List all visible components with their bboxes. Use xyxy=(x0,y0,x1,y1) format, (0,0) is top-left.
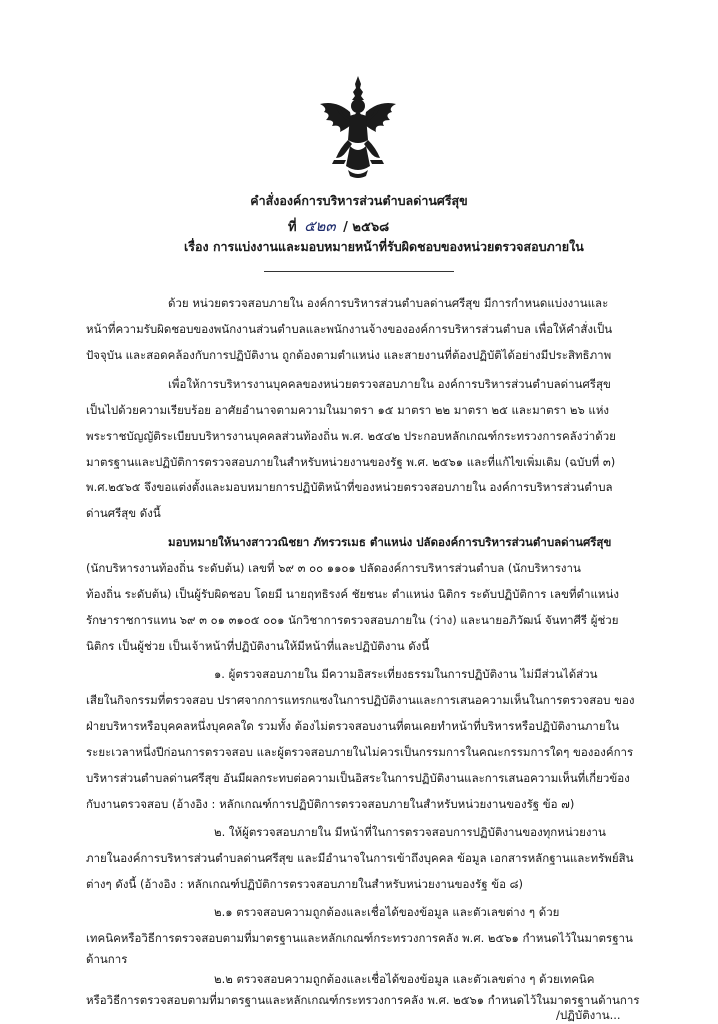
order-suffix: / ๒๕๖๘ xyxy=(343,220,390,235)
body-line: ๑. ผู้ตรวจสอบภายใน มีความอิสระเที่ยงธรรมในการปฏิบัติงาน ไม่มีส่วนได้ส่วน xyxy=(214,667,598,681)
body-line: พ.ศ.๒๕๖๕ จึงขอแต่งตั้งและมอบหมายการปฏิบัติหน้าที่ของหน่วยตรวจสอบภายใน องค์การบริหารส่วนตำบล xyxy=(86,480,613,494)
body-line: เพื่อให้การบริหารงานบุคคลของหน่วยตรวจสอบภายใน องค์การบริหารส่วนตำบลด่านศรีสุข xyxy=(168,377,611,391)
body-line: รักษาราชการแทน ๖๙ ๓ ๐๑ ๓๑๐๕ ๐๐๑ นักวิชาการตรวจสอบภายใน (ว่าง) และนายอภิวัฒน์ จันทาศีรี ผู้ช่วย xyxy=(86,613,619,627)
body-line: มอบหมายให้นางสาววณิชยา ภัทรวรเมธ ตำแหน่ง ปลัดองค์การบริหารส่วนตำบลด่านศรีสุข xyxy=(168,535,612,549)
body-line: ปัจจุบัน และสอดคล้องกับการปฏิบัติงาน ถูกต้องตามตำแหน่ง และสายงานที่ต้องปฏิบัติได้อย่างมีประสิทธิภาพ xyxy=(86,348,612,362)
body-line: เสียในกิจกรรมที่ตรวจสอบ ปราศจากการแทรกแซงในการปฏิบัติงานและการเสนอความเห็นในการตรวจสอบ ของ xyxy=(86,693,635,707)
body-line: หน้าที่ความรับผิดชอบของพนักงานส่วนตำบลและพนักงานจ้างขององค์การบริหารส่วนตำบล เพื่อให้คำสั่งเป็น xyxy=(86,322,613,336)
body-line: ด้วย หน่วยตรวจสอบภายใน องค์การบริหารส่วนตำบลด่านศรีสุข มีการกำหนดแบ่งงานและ xyxy=(168,296,609,310)
body-line: ภายในองค์การบริหารส่วนตำบลด่านศรีสุข และมีอำนาจในการเข้าถึงบุคคล ข้อมูล เอกสารหลักฐานและทรัพย์สิน xyxy=(86,851,634,865)
order-number-line xyxy=(288,214,389,238)
order-prefix: ที่ xyxy=(288,220,297,235)
body-line: นิติกร เป็นผู้ช่วย เป็นเจ้าหน้าที่ปฏิบัติงานให้มีหน้าที่และปฏิบัติงาน ดังนี้ xyxy=(86,639,430,653)
order-number-handwritten: ๕๒๓ xyxy=(304,217,336,235)
body-line: ๒. ให้ผู้ตรวจสอบภายใน มีหน้าที่ในการตรวจสอบการปฏิบัติงานของทุกหน่วยงาน xyxy=(214,825,606,839)
body-line: เทคนิคหรือวิธีการตรวจสอบตามที่มาตรฐานและหลักเกณฑ์กระทรวงการคลัง พ.ศ. ๒๕๖๑ กำหนดไว้ในมาตรฐาน xyxy=(86,931,633,945)
body-line: ๒.๒ ตรวจสอบความถูกต้องและเชื่อได้ของข้อมูล และตัวเลขต่าง ๆ ด้วยเทคนิค xyxy=(214,972,595,986)
document-subject: เรื่อง การแบ่งงานและมอบหมายหน้าที่รับผิดชอบของหน่วยตรวจสอบภายใน xyxy=(184,239,584,254)
body-line: ระยะเวลาหนึ่งปีก่อนการตรวจสอบ และผู้ตรวจสอบภายในไม่ควรเป็นกรรมการในคณะกรรมการใดๆ ขององค์การ xyxy=(86,745,634,759)
header-divider xyxy=(264,271,454,272)
body-line: ด่านศรีสุข ดังนี้ xyxy=(86,506,161,520)
body-line: เป็นไปด้วยความเรียบร้อย อาศัยอำนาจตามความในมาตรา ๑๕ มาตรา ๒๒ มาตรา ๒๕ และมาตรา ๒๖ แห่ง xyxy=(86,403,610,417)
body-line: (นักบริหารงานท้องถิ่น ระดับต้น) เลขที่ ๖๙ ๓ ๐๐ ๑๑๐๑ ปลัดองค์การบริหารส่วนตำบล (นักบริหารงาน xyxy=(86,561,581,575)
body-line: กับงานตรวจสอบ (อ้างอิง : หลักเกณฑ์การปฏิบัติการตรวจสอบภายในสำหรับหน่วยงานของรัฐ ข้อ ๗) xyxy=(86,797,575,811)
garuda-emblem-icon xyxy=(316,74,400,178)
body-line: หรือวิธีการตรวจสอบตามที่มาตรฐานและหลักเกณฑ์กระทรวงการคลัง พ.ศ. ๒๕๖๑ กำหนดไว้ในมาตรฐานด้านการ xyxy=(86,993,640,1007)
body-line: มาตรฐานและปฏิบัติการตรวจสอบภายในสำหรับหน่วยงานของรัฐ พ.ศ. ๒๕๖๑ และที่แก้ไขเพิ่มเติม (ฉบับที่ ๓) xyxy=(86,455,616,469)
body-line: ๒.๑ ตรวจสอบความถูกต้องและเชื่อได้ของข้อมูล และตัวเลขต่าง ๆ ด้วย xyxy=(214,905,560,919)
document-title: คำสั่งองค์การบริหารส่วนตำบลด่านศรีสุข xyxy=(250,193,468,208)
body-line: พระราชบัญญัติระเบียบบริหารงานบุคคลส่วนท้องถิ่น พ.ศ. ๒๕๔๒ ประกอบหลักเกณฑ์กระทรวงการคลังว่าด้วย xyxy=(86,429,616,443)
body-line: ต่างๆ ดังนี้ (อ้างอิง : หลักเกณฑ์ปฏิบัติการตรวจสอบภายในสำหรับหน่วยงานของรัฐ ข้อ ๘) xyxy=(86,877,523,891)
body-line: ท้องถิ่น ระดับต้น) เป็นผู้รับผิดชอบ โดยมี นายฤทธิรงค์ ชัยชนะ ตำแหน่ง นิติกร ระดับปฏิบัติการ เลขที่ตำแหน่ง xyxy=(86,587,619,601)
body-line: ด้านการ xyxy=(86,952,128,966)
body-line: บริหารส่วนตำบลด่านศรีสุข อันมีผลกระทบต่อความเป็นอิสระในการปฏิบัติงานและการเสนอความเห็นที่เกี่ยวข้อง xyxy=(86,771,630,785)
body-line: ฝ่ายบริหารหรือบุคคลหนึ่งบุคคลใด รวมทั้ง ต้องไม่ตรวจสอบงานที่ตนเคยทำหน้าที่บริหารหรือปฏิบัติงานภายใน xyxy=(86,719,620,733)
continuation-marker: /ปฏิบัติงาน... xyxy=(556,1008,621,1022)
